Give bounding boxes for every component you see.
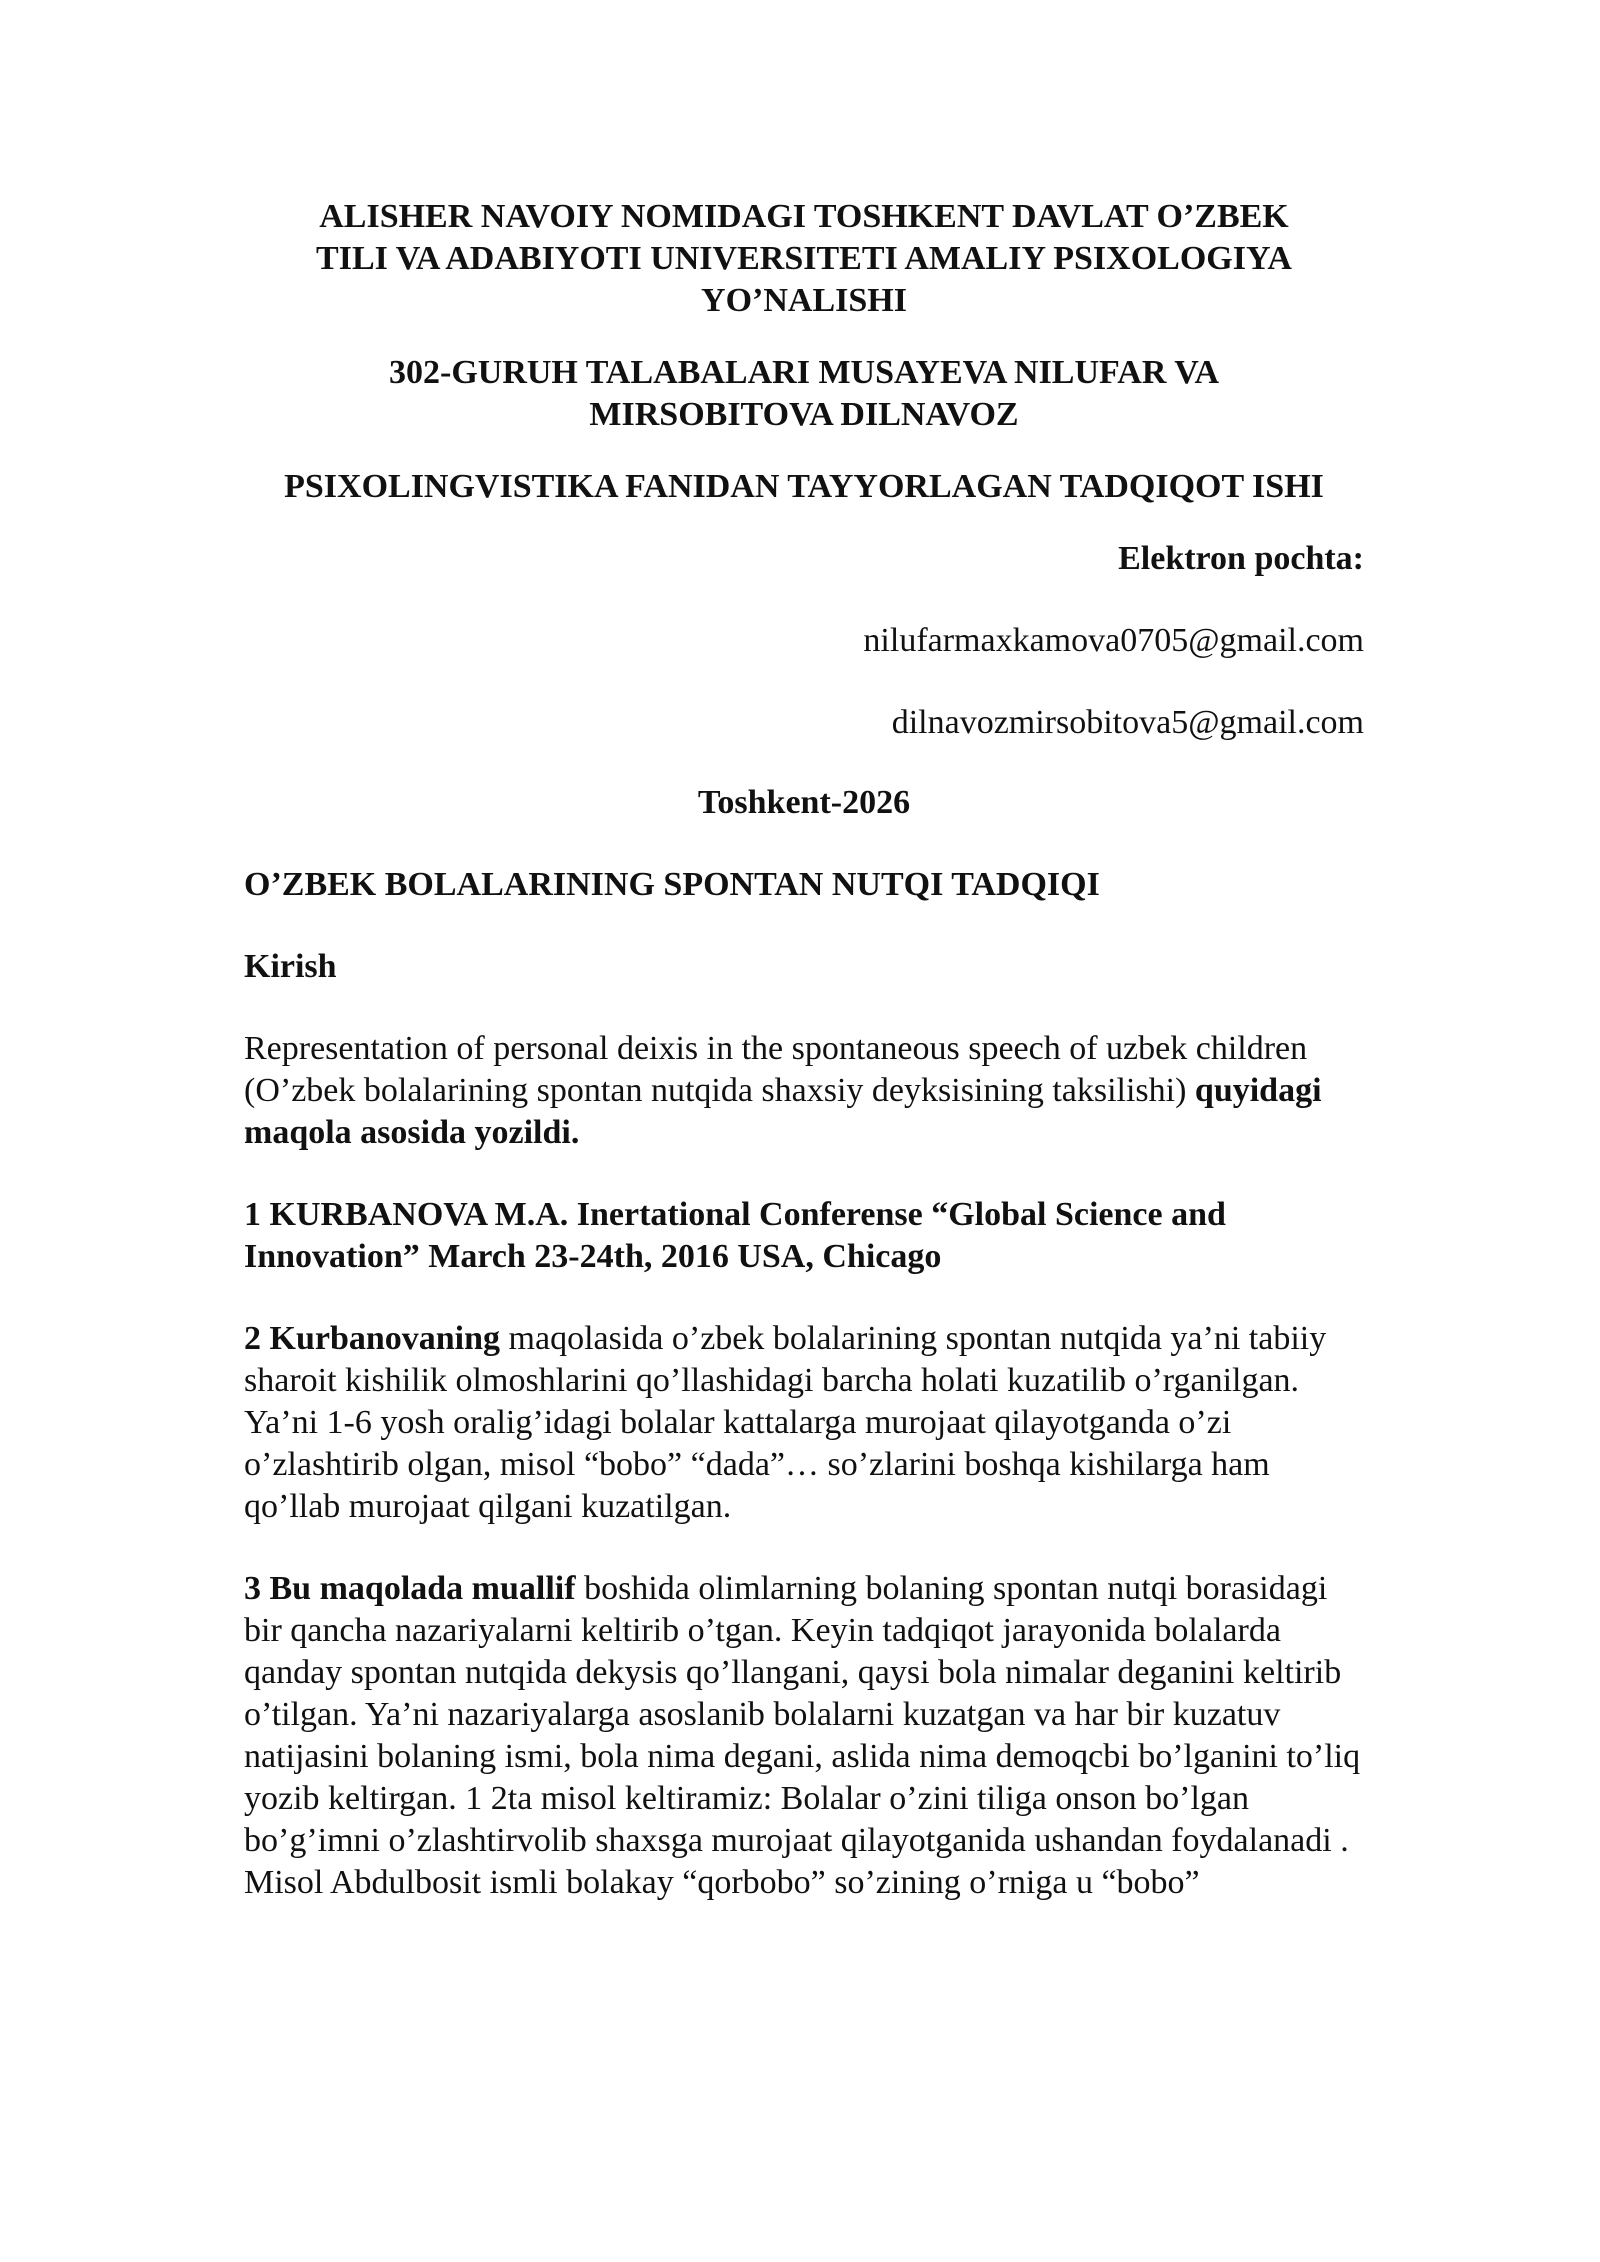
intro-paragraph-bold: quyidagi maqola asosida yozildi.	[244, 1072, 1322, 1151]
document-title: O’ZBEK BOLALARINING SPONTAN NUTQI TADQIQI	[244, 866, 1100, 903]
email-label: Elektron pochta:	[1118, 540, 1364, 577]
paragraph-3-bold: 3 Bu maqolada muallif	[244, 1570, 576, 1607]
intro-paragraph	[244, 1028, 1364, 1154]
reference-paragraph: 1 KURBANOVA M.A. Inertational Conferense “Global Science and Innovation” March 23-24th, 2016 USA, Chicago	[244, 1196, 1226, 1275]
email-link-2[interactable]: dilnavozmirsobitova5@gmail.com	[891, 704, 1364, 741]
document-page	[244, 196, 1364, 1904]
university-heading: ALISHER NAVOIY NOMIDAGI TOSHKENT DAVLAT O’ZBEK TILI VA ADABIYOTI UNIVERSITETI AMALIY PSIXOLOGIYA YO’NALISHI	[316, 198, 1292, 319]
intro-heading: Kirish	[244, 948, 337, 985]
paragraph-2-text: maqolasida o’zbek bolalarining spontan nutqida ya’ni tabiiy sharoit kishilik olmoshlarini qo’llashidagi barcha holati kuzatilib o’rganilgan. Ya’ni 1-6 yosh oralig’idagi bolalar kattalarga murojaat qilayotganda o’zi o’zlashtirib olgan, misol “bobo” “dada”… so’zlarini boshqa kishilarga ham qo’llab murojaat qilgani kuzatilgan.	[244, 1320, 1327, 1525]
paragraph-3-text: boshida olimlarning bolaning spontan nutqi borasidagi bir qancha nazariyalarni keltirib o’tgan. Keyin tadqiqot jarayonida bolalarda qanday spontan nutqida dekysis qo’llangani, qaysi bola nimalar deganini keltirib o’tilgan. Ya’ni nazariyalarga asoslanib bolalarni kuzatgan va har bir kuzatuv natijasini bolaning ismi, bola nima degani, aslida nima demoqcbi bo’lganini to’liq yozib keltirgan. 1 2ta misol keltiramiz: Bolalar o’zini tiliga onson bo’lgan bo’g’imni o’zlashtirvolib shaxsga murojaat qilayotganida ushandan foydalanadi . Misol Abdulbosit ismli bolakay “qorbobo” so’zining o’rniga u “bobo”	[244, 1570, 1361, 1901]
work-heading: PSIXOLINGVISTIKA FANIDAN TAYYORLAGAN TADQIQOT ISHI	[284, 468, 1324, 505]
students-heading: 302-GURUH TALABALARI MUSAYEVA NILUFAR VA MIRSOBITOVA DILNAVOZ	[389, 354, 1219, 433]
paragraph-2	[244, 1318, 1364, 1528]
paragraph-3	[244, 1568, 1364, 1904]
email-link-1[interactable]: nilufarmaxkamova0705@gmail.com	[863, 622, 1364, 659]
paragraph-2-bold: 2 Kurbanovaning	[244, 1320, 501, 1357]
place-year: Toshkent-2026	[697, 784, 911, 821]
intro-paragraph-text: Representation of personal deixis in the spontaneous speech of uzbek children (O’zbek bolalarining spontan nutqida shaxsiy deyksisining taksilishi)	[244, 1030, 1308, 1109]
